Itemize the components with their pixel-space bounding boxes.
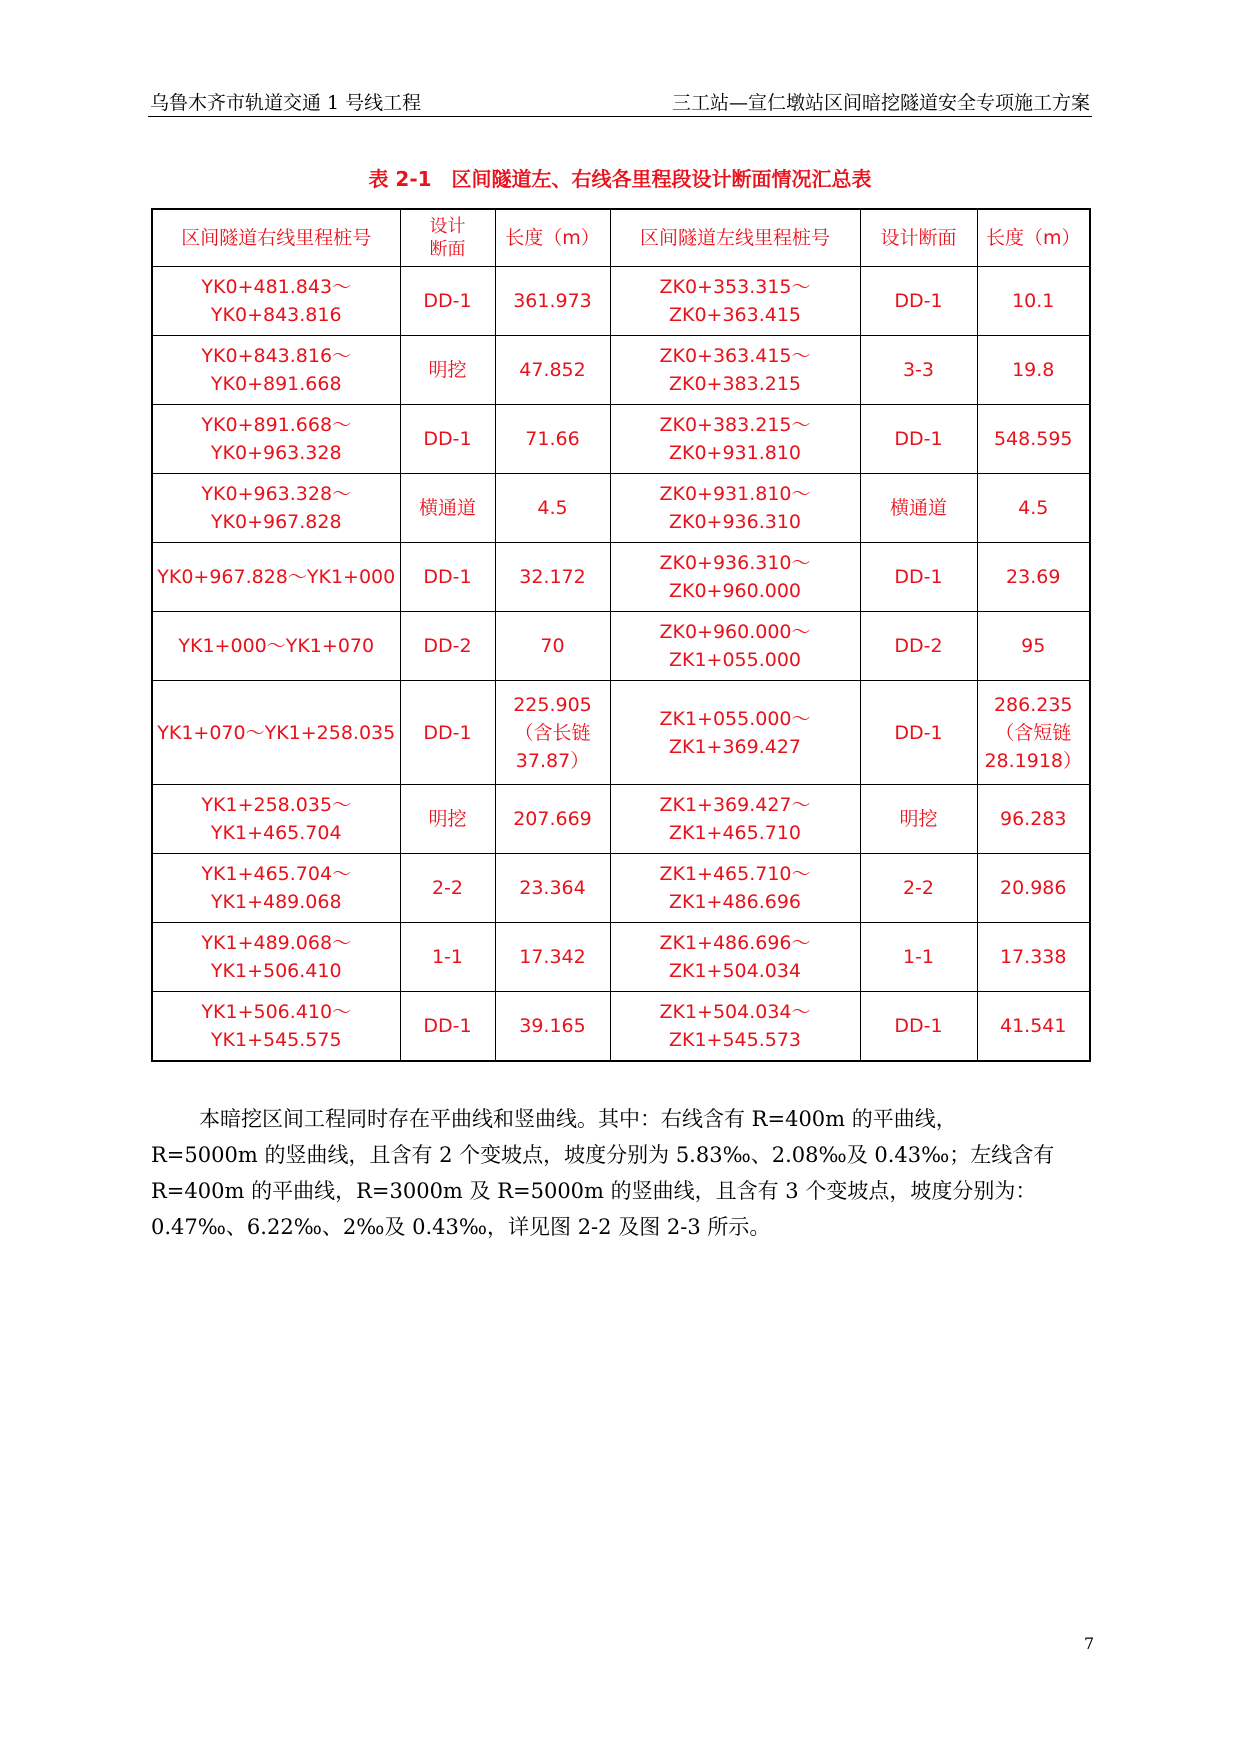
left-section-cell: DD-1 [860, 992, 977, 1062]
right-section-cell: DD-1 [400, 992, 495, 1062]
left-length-cell-line: 286.235 [993, 693, 1073, 716]
left-length-cell [977, 923, 1090, 992]
paragraph-line: R=400m 的平曲线，R=3000m 及 R=5000m 的竖曲线，且含有 3 个变坡点，坡度分别为： [151, 1179, 1037, 1203]
right-station-cell [152, 405, 400, 474]
table-header-row [152, 209, 1090, 267]
left-station-cell-line: ZK0+931.810 [668, 442, 802, 464]
right-station-cell [152, 681, 400, 785]
right-station-cell-line: YK1+506.410 [210, 960, 342, 982]
left-section-cell: DD-1 [860, 405, 977, 474]
left-station-cell-line: ZK0+960.000～ [659, 621, 811, 643]
table-row [152, 923, 1090, 992]
left-length-cell-line: 17.338 [1000, 946, 1067, 968]
left-station-cell-line: ZK0+363.415 [668, 304, 802, 326]
right-length-cell [495, 923, 610, 992]
left-station-cell-line: ZK1+504.034 [668, 960, 802, 982]
body-paragraph [151, 1101, 1095, 1245]
right-station-cell-line: YK0+967.828～YK1+000 [157, 566, 396, 588]
left-station-cell-line: ZK1+055.000 [668, 649, 802, 671]
right-length-cell-line: 225.905 [513, 693, 592, 716]
right-station-cell [152, 543, 400, 612]
page-header [148, 86, 1092, 117]
left-station-cell [610, 923, 860, 992]
header-left-length: 长度（m） [977, 209, 1090, 267]
right-section-cell: 明挖 [400, 785, 495, 854]
right-station-cell-line: YK0+481.843～ [201, 276, 352, 298]
right-station-cell [152, 785, 400, 854]
right-station-cell [152, 992, 400, 1062]
right-length-cell [495, 474, 610, 543]
table-row [152, 267, 1090, 336]
left-section-cell: 明挖 [860, 785, 977, 854]
left-station-cell-line: ZK0+960.000 [668, 580, 802, 602]
right-length-cell-line: 70 [540, 635, 565, 657]
right-station-cell-line: YK1+070～YK1+258.035 [157, 721, 396, 744]
left-section-cell: DD-1 [860, 543, 977, 612]
right-station-cell-line: YK0+963.328～ [201, 483, 352, 505]
table-row [152, 543, 1090, 612]
right-station-cell-line: YK0+963.328 [210, 442, 342, 464]
left-station-cell [610, 681, 860, 785]
table-row [152, 474, 1090, 543]
left-station-cell-line: ZK1+369.427 [668, 735, 802, 758]
left-section-cell: 1-1 [860, 923, 977, 992]
left-length-cell-line: 10.1 [1012, 290, 1055, 312]
paragraph-line: 0.47‰、6.22‰、2‰及 0.43‰，详见图 2-2 及图 2-3 所示。 [151, 1215, 771, 1239]
table-row [152, 405, 1090, 474]
right-station-cell-line: YK1+545.575 [210, 1029, 342, 1051]
left-length-cell [977, 854, 1090, 923]
header-right-section [400, 209, 495, 267]
left-section-cell: DD-2 [860, 612, 977, 681]
left-station-cell-line: ZK0+363.415～ [659, 345, 811, 367]
right-station-cell-line: YK1+258.035～ [201, 794, 352, 816]
right-station-cell-line: YK1+465.704～ [201, 863, 352, 885]
header-right-section-line: 设计 [429, 216, 466, 237]
right-section-cell: 1-1 [400, 923, 495, 992]
table-row [152, 854, 1090, 923]
left-station-cell-line: ZK1+465.710～ [659, 863, 811, 885]
left-station-cell [610, 405, 860, 474]
right-length-cell-line: 361.973 [513, 290, 592, 312]
left-station-cell-line: ZK1+369.427～ [659, 794, 811, 816]
paragraph-line: R=5000m 的竖曲线，且含有 2 个变坡点，坡度分别为 5.83‰、2.08‰及 0.43‰；左线含有 [151, 1143, 1055, 1167]
left-length-cell [977, 785, 1090, 854]
left-length-cell-line: 23.69 [1006, 566, 1061, 588]
right-length-cell [495, 336, 610, 405]
right-length-cell-line: 39.165 [519, 1015, 586, 1037]
right-length-cell [495, 992, 610, 1062]
right-length-cell-line: 17.342 [519, 946, 586, 968]
left-station-cell [610, 474, 860, 543]
right-station-cell-line: YK1+506.410～ [201, 1001, 352, 1023]
left-length-cell-line: 28.1918） [984, 749, 1083, 772]
left-station-cell-line: ZK1+486.696 [668, 891, 802, 913]
left-length-cell-line: （含短链 [995, 721, 1072, 744]
header-right-station: 区间隧道右线里程桩号 [152, 209, 400, 267]
right-length-cell [495, 681, 610, 785]
page-number: 7 [1084, 1634, 1095, 1653]
right-length-cell-line: 37.87） [515, 749, 590, 772]
table-row [152, 992, 1090, 1062]
right-station-cell-line: YK1+465.704 [210, 822, 342, 844]
table-row [152, 681, 1090, 785]
left-station-cell-line: ZK1+504.034～ [659, 1001, 811, 1023]
left-length-cell-line: 20.986 [1000, 877, 1067, 899]
table-row [152, 612, 1090, 681]
left-station-cell [610, 785, 860, 854]
left-length-cell [977, 992, 1090, 1062]
left-length-cell [977, 612, 1090, 681]
left-station-cell-line: ZK1+055.000～ [659, 707, 811, 730]
right-section-cell: 2-2 [400, 854, 495, 923]
left-length-cell [977, 336, 1090, 405]
table-body [152, 267, 1090, 1062]
right-station-cell-line: YK0+967.828 [210, 511, 342, 533]
right-station-cell-line: YK1+000～YK1+070 [178, 635, 375, 657]
right-length-cell [495, 543, 610, 612]
right-section-cell: 横通道 [400, 474, 495, 543]
right-section-cell: DD-1 [400, 267, 495, 336]
left-station-cell [610, 854, 860, 923]
left-length-cell-line: 4.5 [1018, 497, 1049, 519]
right-station-cell-line: YK1+489.068～ [201, 932, 352, 954]
left-station-cell-line: ZK0+383.215 [668, 373, 802, 395]
right-section-cell: DD-1 [400, 405, 495, 474]
left-length-cell [977, 681, 1090, 785]
left-station-cell [610, 267, 860, 336]
right-station-cell-line: YK0+843.816～ [201, 345, 352, 367]
right-length-cell [495, 405, 610, 474]
right-section-cell: DD-2 [400, 612, 495, 681]
right-length-cell-line: 32.172 [519, 566, 586, 588]
right-station-cell-line: YK0+843.816 [210, 304, 342, 326]
right-section-cell: 明挖 [400, 336, 495, 405]
header-left-section: 设计断面 [860, 209, 977, 267]
right-station-cell-line: YK0+891.668 [210, 373, 342, 395]
left-section-cell: 3-3 [860, 336, 977, 405]
left-station-cell-line: ZK0+936.310～ [659, 552, 811, 574]
left-length-cell [977, 474, 1090, 543]
right-length-cell-line: 207.669 [513, 808, 592, 830]
left-station-cell-line: ZK0+353.315～ [659, 276, 811, 298]
header-left-station: 区间隧道左线里程桩号 [610, 209, 860, 267]
left-station-cell [610, 543, 860, 612]
left-length-cell [977, 405, 1090, 474]
left-station-cell-line: ZK1+465.710 [668, 822, 802, 844]
left-section-cell: 2-2 [860, 854, 977, 923]
left-length-cell-line: 95 [1021, 635, 1046, 657]
left-station-cell-line: ZK0+931.810～ [659, 483, 811, 505]
right-station-cell-line: YK1+489.068 [210, 891, 342, 913]
right-station-cell [152, 267, 400, 336]
right-length-cell [495, 785, 610, 854]
left-length-cell-line: 548.595 [993, 428, 1073, 450]
header-right-section-line: 断面 [429, 239, 466, 260]
right-length-cell-line: 4.5 [537, 497, 568, 519]
left-station-cell-line: ZK1+486.696～ [659, 932, 811, 954]
header-document-title: 三工站—宣仁墩站区间暗挖隧道安全专项施工方案 [671, 92, 1090, 114]
left-station-cell-line: ZK0+936.310 [668, 511, 802, 533]
right-station-cell [152, 612, 400, 681]
left-station-cell-line: ZK0+383.215～ [659, 414, 811, 436]
left-length-cell [977, 543, 1090, 612]
right-station-cell [152, 923, 400, 992]
right-station-cell [152, 474, 400, 543]
left-section-cell: 横通道 [860, 474, 977, 543]
right-station-cell [152, 336, 400, 405]
right-section-cell: DD-1 [400, 681, 495, 785]
paragraph-line: 本暗挖区间工程同时存在平曲线和竖曲线。其中：右线含有 R=400m 的平曲线， [199, 1107, 957, 1131]
table-row [152, 785, 1090, 854]
right-station-cell-line: YK0+891.668～ [201, 414, 352, 436]
right-station-cell [152, 854, 400, 923]
right-length-cell-line: （含长链 [514, 721, 591, 744]
left-station-cell [610, 612, 860, 681]
left-length-cell-line: 96.283 [1000, 808, 1067, 830]
right-section-cell: DD-1 [400, 543, 495, 612]
right-length-cell [495, 267, 610, 336]
right-length-cell-line: 47.852 [519, 359, 586, 381]
table-row [152, 336, 1090, 405]
left-length-cell-line: 41.541 [1000, 1015, 1067, 1037]
left-station-cell [610, 992, 860, 1062]
left-length-cell [977, 267, 1090, 336]
left-station-cell-line: ZK1+545.573 [668, 1029, 802, 1051]
right-length-cell-line: 23.364 [519, 877, 586, 899]
left-section-cell: DD-1 [860, 267, 977, 336]
left-section-cell: DD-1 [860, 681, 977, 785]
right-length-cell-line: 71.66 [525, 428, 580, 450]
section-summary-table [151, 208, 1091, 1062]
right-length-cell [495, 854, 610, 923]
header-project-title: 乌鲁木齐市轨道交通 1 号线工程 [150, 92, 422, 114]
header-right-length: 长度（m） [495, 209, 610, 267]
left-station-cell [610, 336, 860, 405]
table-caption: 表 2-1 区间隧道左、右线各里程段设计断面情况汇总表 [368, 167, 872, 191]
left-length-cell-line: 19.8 [1012, 359, 1055, 381]
right-length-cell [495, 612, 610, 681]
